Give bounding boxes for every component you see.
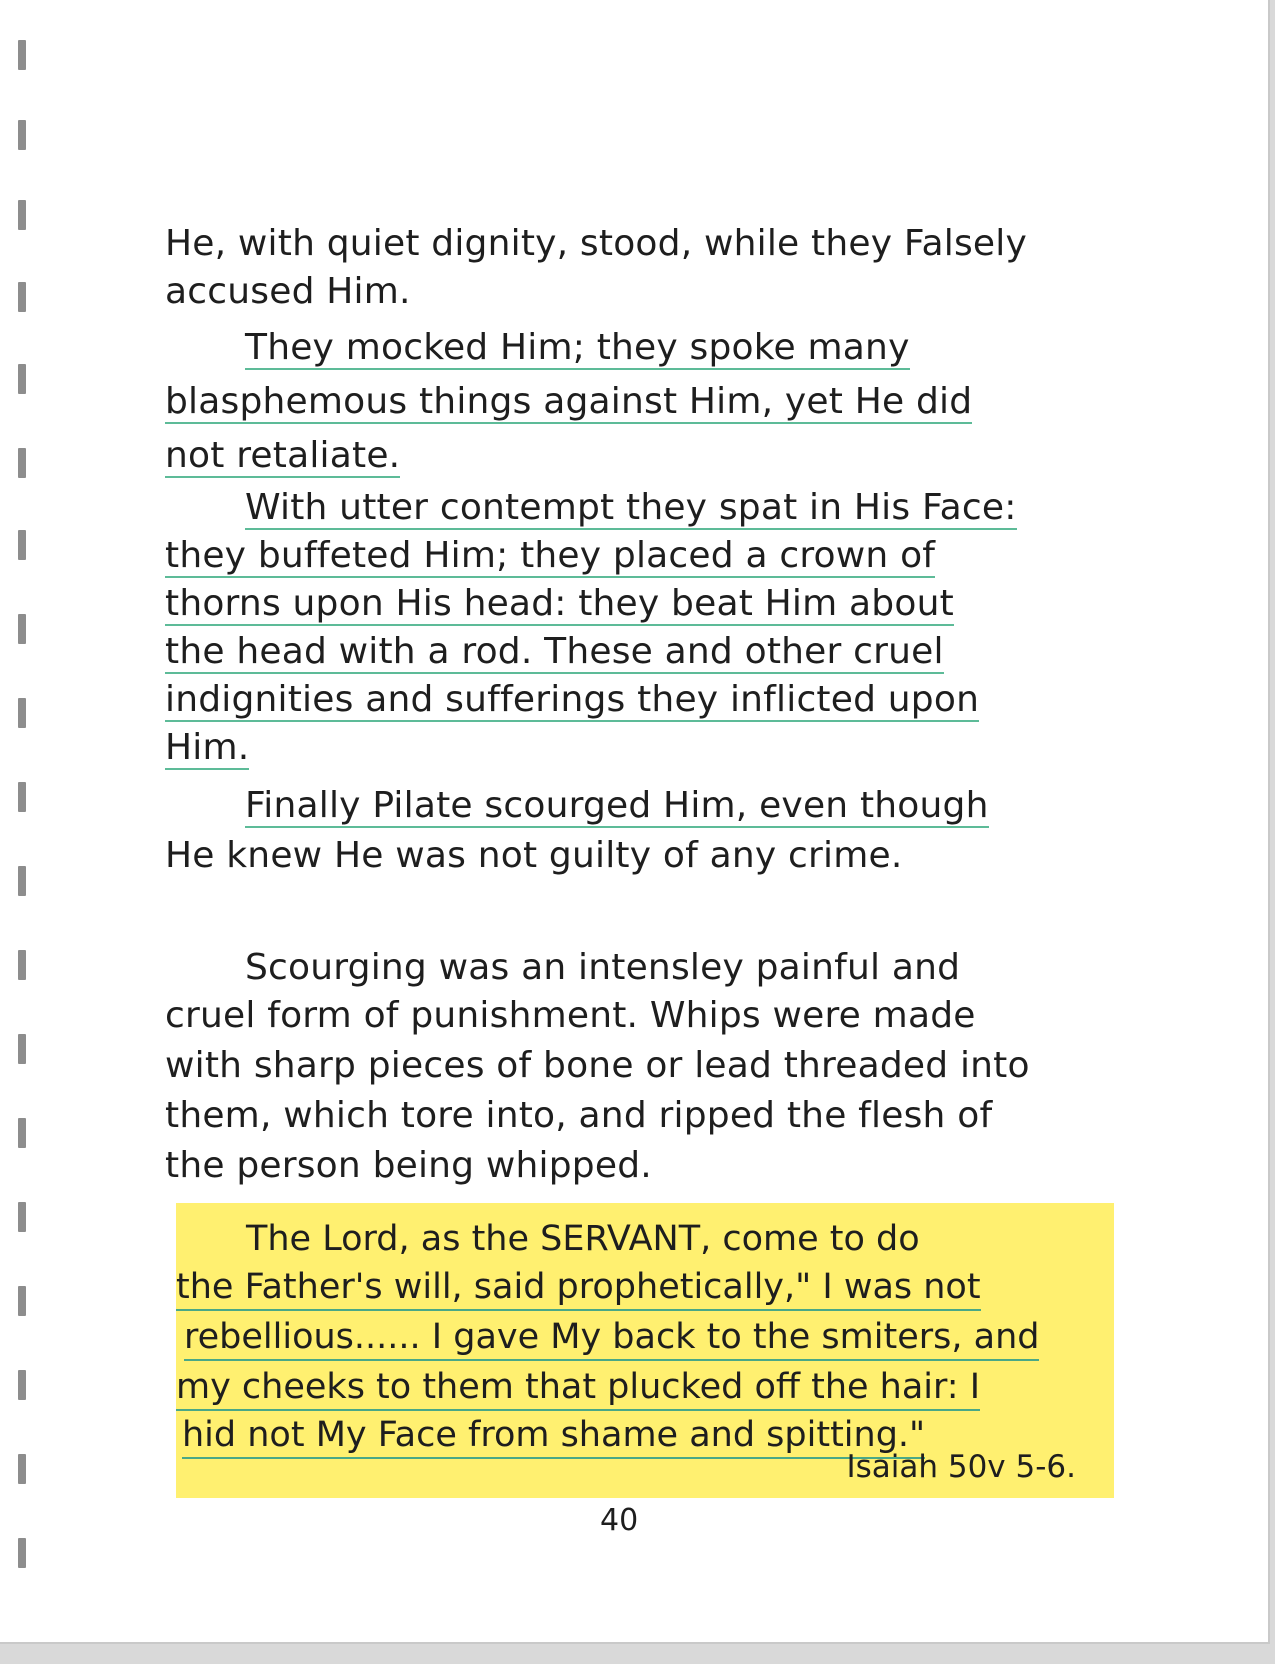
binding-hole <box>18 40 26 70</box>
quote-line: The Lord, as the SERVANT, come to do <box>246 1219 920 1259</box>
body-line <box>165 630 944 674</box>
binding-hole <box>18 782 26 812</box>
underlined-text: my cheeks to them that plucked off the hair: I <box>176 1365 980 1411</box>
underlined-text: They mocked Him; they spoke many <box>245 327 910 368</box>
body-line: Scourging was an intensley painful and <box>245 947 961 988</box>
body-line <box>165 434 400 478</box>
binding-hole <box>18 1538 26 1568</box>
binding-hole <box>18 1118 26 1148</box>
binding-hole <box>18 1034 26 1064</box>
binding-hole <box>18 1202 26 1232</box>
underlined-text: hid not My Face from shame and spitting." <box>182 1413 925 1459</box>
body-line <box>245 784 989 828</box>
body-line <box>245 486 1017 530</box>
binding-hole <box>18 950 26 980</box>
underlined-text: rebellious...... I gave My back to the smiters, and <box>184 1315 1039 1361</box>
binding-holes <box>18 0 30 1642</box>
page-number: 40 <box>600 1503 639 1538</box>
underlined-text: the Father's will, said prophetically," I was not <box>176 1265 981 1311</box>
body-line <box>245 326 910 370</box>
binding-hole <box>18 200 26 230</box>
underlined-text: With utter contempt they spat in His Face: <box>245 487 1017 528</box>
body-line: them, which tore into, and ripped the flesh of <box>165 1095 993 1136</box>
body-line <box>165 380 972 424</box>
binding-hole <box>18 866 26 896</box>
underlined-text: Finally Pilate scourged Him, even though <box>245 785 989 826</box>
underlined-text: not retaliate. <box>165 435 401 476</box>
binding-hole <box>18 698 26 728</box>
underlined-text: the head with a rod. These and other cruel <box>165 631 944 672</box>
body-line: the person being whipped. <box>165 1145 652 1186</box>
binding-hole <box>18 448 26 478</box>
binding-hole <box>18 1454 26 1484</box>
underlined-text: they buffeted Him; they placed a crown of <box>165 535 936 576</box>
binding-hole <box>18 282 26 312</box>
binding-hole <box>18 530 26 560</box>
underlined-text: indignities and sufferings they inflicted upon <box>165 679 980 720</box>
body-line: He, with quiet dignity, stood, while they Falsely <box>165 223 1027 264</box>
binding-hole <box>18 1370 26 1400</box>
body-line: cruel form of punishment. Whips were made <box>165 995 976 1036</box>
underlined-text: thorns upon His head: they beat Him about <box>165 583 954 624</box>
quote-line <box>184 1315 1039 1359</box>
underlined-text: blasphemous things against Him, yet He did <box>165 381 973 422</box>
body-line <box>165 582 954 626</box>
binding-hole <box>18 120 26 150</box>
body-line: He knew He was not guilty of any crime. <box>165 835 903 876</box>
scripture-reference: Isaiah 50v 5-6. <box>846 1449 1076 1485</box>
body-line: with sharp pieces of bone or lead threaded into <box>165 1045 1030 1086</box>
quote-line <box>176 1265 981 1309</box>
highlighted-quote <box>176 1203 1114 1498</box>
body-line <box>165 726 249 770</box>
body-line <box>165 534 935 578</box>
body-line <box>165 678 979 722</box>
binding-hole <box>18 1286 26 1316</box>
binding-hole <box>18 614 26 644</box>
underlined-text: Him. <box>165 727 250 768</box>
quote-line <box>182 1413 925 1457</box>
quote-line <box>176 1365 980 1409</box>
body-line: accused Him. <box>165 271 411 312</box>
binding-hole <box>18 364 26 394</box>
